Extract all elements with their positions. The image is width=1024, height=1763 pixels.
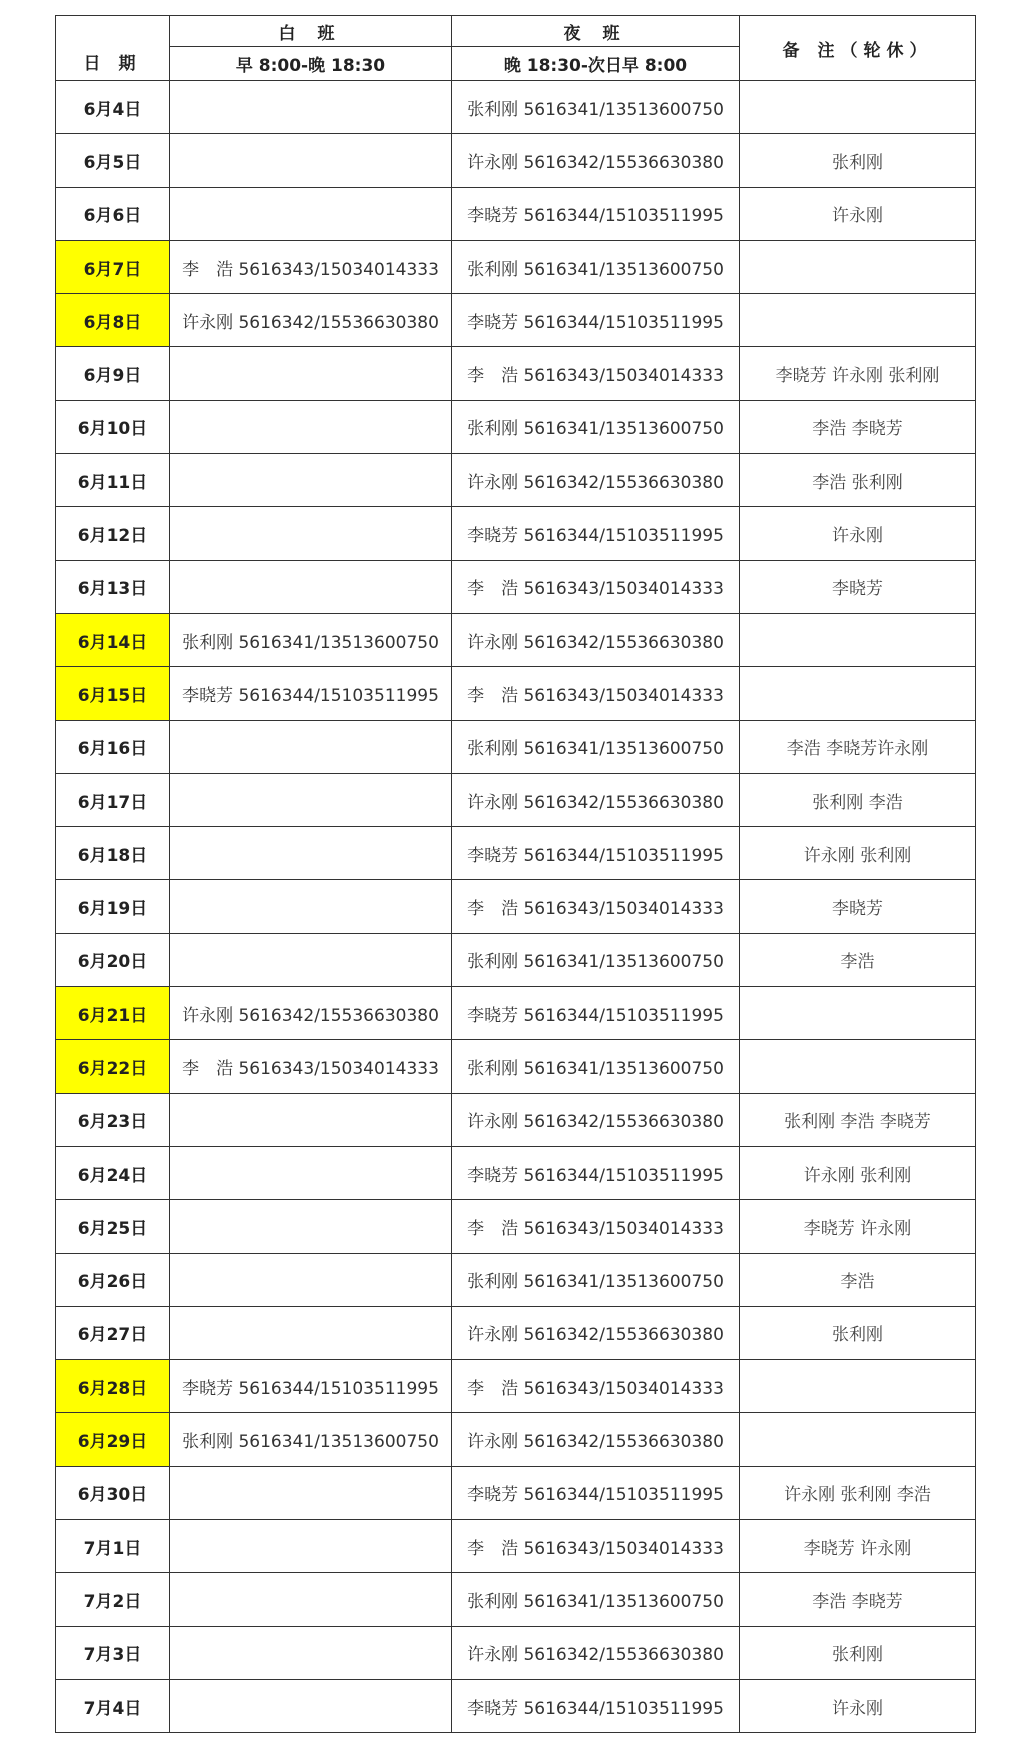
date-cell: 6月11日 [56,454,170,507]
date-cell: 7月2日 [56,1573,170,1626]
night-shift-cell: 张利刚 5616341/13513600750 [452,81,740,134]
day-shift-cell [170,507,452,560]
night-shift-cell: 李 浩 5616343/15034014333 [452,1520,740,1573]
date-cell: 6月19日 [56,880,170,933]
night-shift-cell: 李晓芳 5616344/15103511995 [452,987,740,1040]
table-row [56,1679,976,1732]
table-row [56,560,976,613]
date-cell: 6月15日 [56,667,170,720]
date-cell: 6月29日 [56,1413,170,1466]
night-shift-cell: 李晓芳 5616344/15103511995 [452,507,740,560]
night-shift-cell: 许永刚 5616342/15536630380 [452,1413,740,1466]
night-shift-cell: 李晓芳 5616344/15103511995 [452,1466,740,1519]
day-shift-cell [170,1093,452,1146]
note-cell [740,987,976,1040]
note-cell [740,1360,976,1413]
date-cell: 6月26日 [56,1253,170,1306]
date-cell: 6月4日 [56,81,170,134]
day-shift-cell [170,1573,452,1626]
note-cell: 许永刚 [740,1679,976,1732]
night-shift-cell: 李 浩 5616343/15034014333 [452,667,740,720]
day-shift-cell: 李 浩 5616343/15034014333 [170,240,452,293]
note-cell: 李浩 张利刚 [740,454,976,507]
day-shift-cell [170,187,452,240]
header-night-time: 晚 18:30-次日早 8:00 [452,47,740,81]
night-shift-cell: 许永刚 5616342/15536630380 [452,1093,740,1146]
date-cell: 6月17日 [56,773,170,826]
table-row [56,1573,976,1626]
table-row [56,933,976,986]
night-shift-cell: 张利刚 5616341/13513600750 [452,1253,740,1306]
table-row [56,454,976,507]
note-cell: 许永刚 张利刚 李浩 [740,1466,976,1519]
table-row [56,1306,976,1359]
night-shift-cell: 张利刚 5616341/13513600750 [452,240,740,293]
date-cell: 6月9日 [56,347,170,400]
night-shift-cell: 许永刚 5616342/15536630380 [452,1306,740,1359]
date-cell: 6月14日 [56,613,170,666]
date-cell: 6月13日 [56,560,170,613]
day-shift-cell [170,81,452,134]
date-cell: 6月10日 [56,400,170,453]
date-cell: 6月30日 [56,1466,170,1519]
night-shift-cell: 李晓芳 5616344/15103511995 [452,827,740,880]
night-shift-cell: 许永刚 5616342/15536630380 [452,613,740,666]
header-date: 日 期 [56,16,170,81]
date-cell: 6月24日 [56,1146,170,1199]
note-cell [740,81,976,134]
table-row [56,1360,976,1413]
note-cell: 李浩 李晓芳 [740,1573,976,1626]
note-cell: 许永刚 张利刚 [740,1146,976,1199]
table-row [56,1200,976,1253]
day-shift-cell: 张利刚 5616341/13513600750 [170,613,452,666]
night-shift-cell: 李 浩 5616343/15034014333 [452,1360,740,1413]
night-shift-cell: 张利刚 5616341/13513600750 [452,400,740,453]
note-cell: 张利刚 李浩 [740,773,976,826]
date-cell: 6月7日 [56,240,170,293]
day-shift-cell [170,1679,452,1732]
table-row [56,400,976,453]
note-cell [740,667,976,720]
note-cell [740,613,976,666]
night-shift-cell: 张利刚 5616341/13513600750 [452,720,740,773]
roster-body [56,81,976,1733]
table-row [56,1520,976,1573]
table-row [56,987,976,1040]
table-row [56,1466,976,1519]
note-cell: 许永刚 张利刚 [740,827,976,880]
table-row [56,1253,976,1306]
day-shift-cell [170,1253,452,1306]
note-cell: 李浩 李晓芳许永刚 [740,720,976,773]
note-cell: 李晓芳 许永刚 [740,1520,976,1573]
date-cell: 6月20日 [56,933,170,986]
table-row [56,187,976,240]
day-shift-cell [170,134,452,187]
table-row [56,1146,976,1199]
table-row [56,1040,976,1093]
day-shift-cell [170,560,452,613]
day-shift-cell: 张利刚 5616341/13513600750 [170,1413,452,1466]
day-shift-cell: 许永刚 5616342/15536630380 [170,294,452,347]
day-shift-cell [170,347,452,400]
note-cell: 李晓芳 许永刚 张利刚 [740,347,976,400]
night-shift-cell: 许永刚 5616342/15536630380 [452,454,740,507]
table-row [56,1626,976,1679]
date-cell: 6月16日 [56,720,170,773]
night-shift-cell: 李 浩 5616343/15034014333 [452,560,740,613]
note-cell: 许永刚 [740,507,976,560]
night-shift-cell: 张利刚 5616341/13513600750 [452,933,740,986]
night-shift-cell: 张利刚 5616341/13513600750 [452,1040,740,1093]
date-cell: 6月25日 [56,1200,170,1253]
night-shift-cell: 许永刚 5616342/15536630380 [452,773,740,826]
day-shift-cell [170,1306,452,1359]
night-shift-cell: 李晓芳 5616344/15103511995 [452,294,740,347]
date-cell: 6月8日 [56,294,170,347]
day-shift-cell: 李 浩 5616343/15034014333 [170,1040,452,1093]
table-row [56,134,976,187]
day-shift-cell [170,880,452,933]
day-shift-cell [170,1626,452,1679]
note-cell: 李晓芳 [740,560,976,613]
header-day-time: 早 8:00-晚 18:30 [170,47,452,81]
header-night-shift: 夜 班 [452,16,740,47]
note-cell [740,1040,976,1093]
date-cell: 6月5日 [56,134,170,187]
night-shift-cell: 李 浩 5616343/15034014333 [452,347,740,400]
night-shift-cell: 李晓芳 5616344/15103511995 [452,1146,740,1199]
table-row [56,720,976,773]
note-cell: 张利刚 [740,1626,976,1679]
day-shift-cell: 李晓芳 5616344/15103511995 [170,667,452,720]
date-cell: 6月18日 [56,827,170,880]
day-shift-cell [170,1466,452,1519]
note-cell: 李浩 [740,1253,976,1306]
table-row [56,240,976,293]
note-cell: 李浩 李晓芳 [740,400,976,453]
table-row [56,294,976,347]
date-cell: 6月28日 [56,1360,170,1413]
night-shift-cell: 李晓芳 5616344/15103511995 [452,1679,740,1732]
header-note: 备 注（轮休） [740,16,976,81]
date-cell: 7月1日 [56,1520,170,1573]
note-cell [740,1413,976,1466]
day-shift-cell [170,400,452,453]
note-cell: 李晓芳 [740,880,976,933]
date-cell: 6月22日 [56,1040,170,1093]
day-shift-cell: 许永刚 5616342/15536630380 [170,987,452,1040]
day-shift-cell [170,454,452,507]
header-day-shift: 白 班 [170,16,452,47]
night-shift-cell: 李 浩 5616343/15034014333 [452,880,740,933]
note-cell: 李晓芳 许永刚 [740,1200,976,1253]
date-cell: 7月4日 [56,1679,170,1732]
note-cell: 许永刚 [740,187,976,240]
date-cell: 6月12日 [56,507,170,560]
table-row [56,81,976,134]
date-cell: 6月23日 [56,1093,170,1146]
date-cell: 6月27日 [56,1306,170,1359]
note-cell: 李浩 [740,933,976,986]
table-row [56,827,976,880]
note-cell: 张利刚 [740,1306,976,1359]
day-shift-cell [170,773,452,826]
table-row [56,507,976,560]
night-shift-cell: 李 浩 5616343/15034014333 [452,1200,740,1253]
day-shift-cell [170,720,452,773]
day-shift-cell [170,933,452,986]
table-row [56,880,976,933]
night-shift-cell: 李晓芳 5616344/15103511995 [452,187,740,240]
table-row [56,613,976,666]
table-row [56,773,976,826]
night-shift-cell: 许永刚 5616342/15536630380 [452,1626,740,1679]
day-shift-cell: 李晓芳 5616344/15103511995 [170,1360,452,1413]
table-row [56,667,976,720]
table-row [56,347,976,400]
note-cell [740,240,976,293]
note-cell [740,294,976,347]
table-row [56,1413,976,1466]
date-cell: 6月21日 [56,987,170,1040]
note-cell: 张利刚 李浩 李晓芳 [740,1093,976,1146]
table-row [56,1093,976,1146]
day-shift-cell [170,827,452,880]
day-shift-cell [170,1520,452,1573]
night-shift-cell: 张利刚 5616341/13513600750 [452,1573,740,1626]
date-cell: 7月3日 [56,1626,170,1679]
night-shift-cell: 许永刚 5616342/15536630380 [452,134,740,187]
day-shift-cell [170,1200,452,1253]
day-shift-cell [170,1146,452,1199]
duty-roster-table [55,15,976,1733]
note-cell: 张利刚 [740,134,976,187]
date-cell: 6月6日 [56,187,170,240]
